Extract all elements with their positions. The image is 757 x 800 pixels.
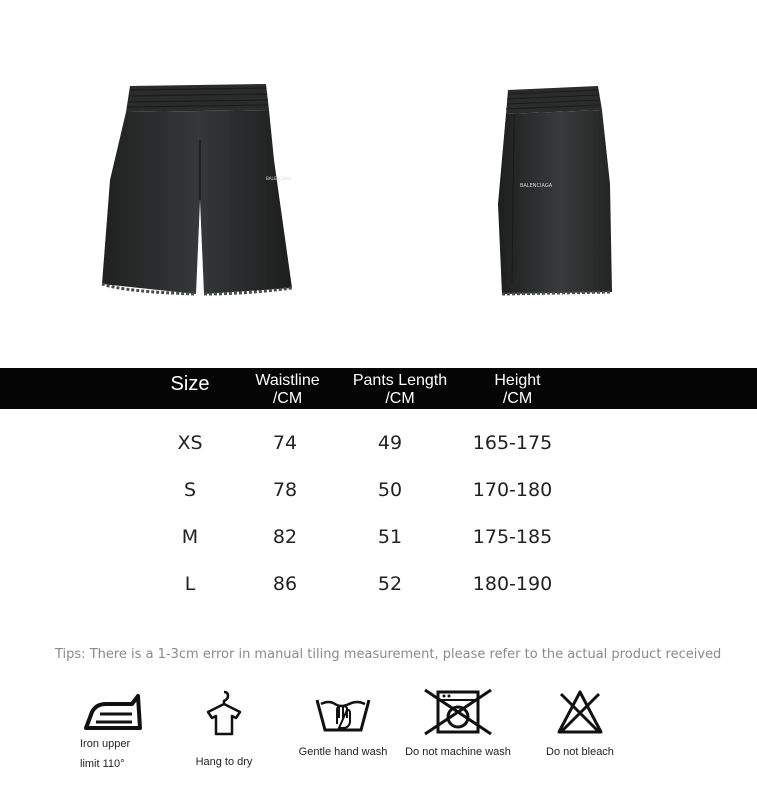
care-label-line: Hang to dry — [195, 756, 253, 768]
cell-size: L — [184, 573, 196, 595]
header-size: Size — [170, 373, 210, 395]
hanger-icon — [202, 688, 246, 738]
table-row — [0, 420, 757, 467]
cell-pants-length: 50 — [377, 479, 403, 501]
cell-waistline: 78 — [272, 479, 298, 501]
care-instruction-no-machine-wash — [398, 688, 518, 762]
no-bleach-icon — [555, 688, 605, 736]
care-label-line: Do not machine wash — [405, 746, 511, 758]
cell-pants-length: 52 — [377, 573, 403, 595]
header-waistline-label: Waistline — [255, 372, 320, 389]
measurement-tip: Tips: There is a 1-3cm error in manual tiling measurement, please refer to the actual product received — [55, 647, 722, 662]
cell-waistline: 82 — [272, 526, 298, 548]
side-logo-text: BALENCIAGA — [520, 183, 553, 189]
iron-icon — [82, 688, 142, 734]
care-label-line: Do not bleach — [546, 746, 614, 758]
care-instruction-no-bleach — [530, 688, 630, 762]
cell-size: XS — [177, 432, 203, 454]
header-waistline — [240, 372, 335, 408]
header-height-unit: /CM — [502, 390, 533, 407]
table-row — [0, 514, 757, 561]
header-waistline-unit: /CM — [272, 390, 303, 407]
header-pants-length — [340, 372, 460, 408]
hand-wash-icon — [313, 688, 373, 734]
cell-waistline: 86 — [272, 573, 298, 595]
no-machine-wash-icon — [423, 688, 493, 736]
cell-size: S — [183, 479, 197, 501]
shorts-front-image — [96, 80, 306, 305]
care-instruction-iron — [80, 688, 150, 774]
header-pants-length-unit: /CM — [385, 390, 415, 407]
header-height — [470, 372, 565, 408]
front-logo-text: BALENCIAGA — [266, 176, 292, 181]
product-photos — [0, 0, 757, 360]
care-label-line: limit 110° — [80, 758, 125, 770]
header-pants-length-label: Pants Length — [352, 372, 448, 389]
header-height-label: Height — [494, 372, 541, 389]
table-row — [0, 467, 757, 514]
care-instruction-hand-wash — [290, 688, 396, 762]
cell-pants-length: 49 — [377, 432, 403, 454]
cell-height: 180-190 — [472, 573, 553, 595]
care-label-line: Gentle hand wash — [298, 746, 388, 758]
cell-waistline: 74 — [272, 432, 298, 454]
care-instruction-hang-dry — [188, 688, 260, 772]
cell-pants-length: 51 — [377, 526, 403, 548]
table-row — [0, 561, 757, 608]
cell-size: M — [181, 526, 199, 548]
cell-height: 165-175 — [472, 432, 553, 454]
size-chart-header — [0, 368, 757, 409]
care-label-line: Iron upper — [80, 738, 131, 750]
shorts-side-image — [494, 84, 619, 304]
cell-height: 175-185 — [472, 526, 553, 548]
cell-height: 170-180 — [472, 479, 553, 501]
